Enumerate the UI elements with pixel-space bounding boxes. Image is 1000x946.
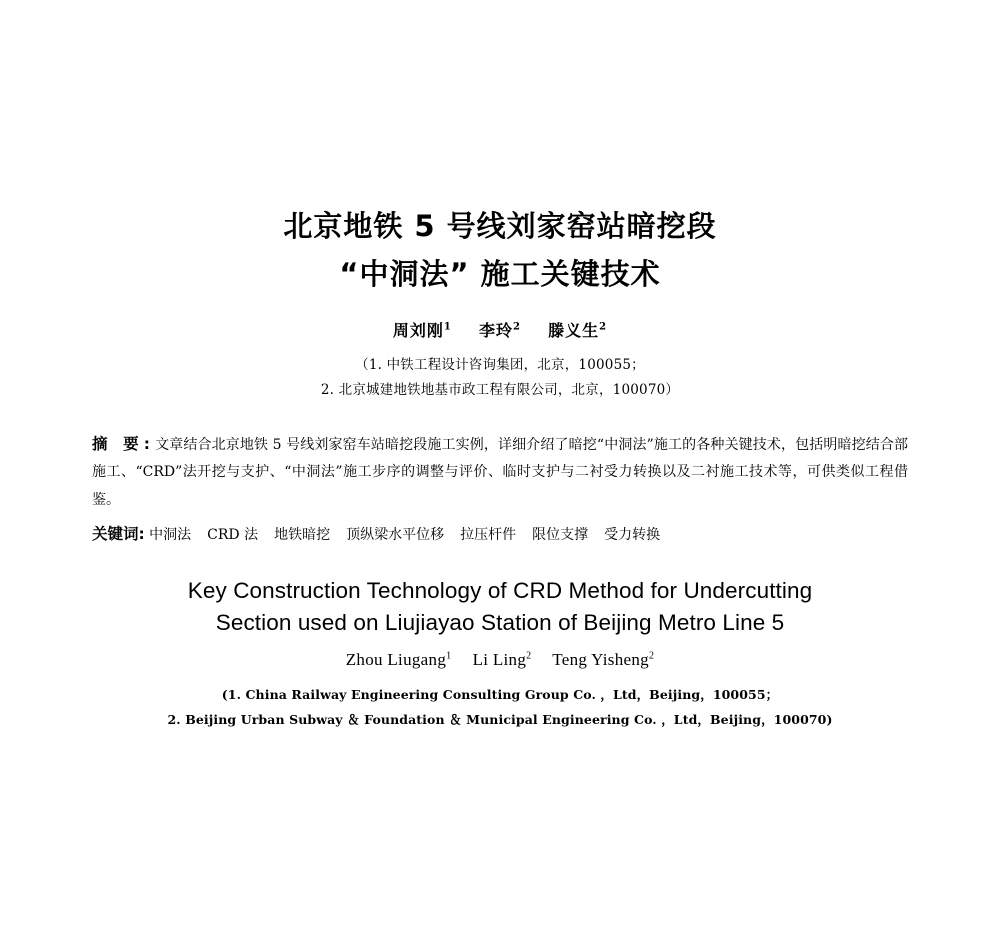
chinese-author-3-name: 滕义生 xyxy=(548,321,600,340)
english-title-line-2: Section used on Liujiayao Station of Beijing Metro Line 5 xyxy=(215,610,785,636)
chinese-author-1-name: 周刘刚 xyxy=(392,321,444,340)
keyword-item: 顶纵梁水平位移 xyxy=(346,526,445,543)
keyword-item: 地铁暗挖 xyxy=(274,526,331,543)
keyword-item: CRD 法 xyxy=(207,526,259,543)
chinese-title-line-2: “中洞法” 施工关键技术 xyxy=(339,256,661,291)
keyword-item: 受力转换 xyxy=(604,526,661,543)
chinese-affiliation-1: （1. 中铁工程设计咨询集团，北京，100055； xyxy=(355,357,645,373)
keywords-paragraph xyxy=(92,520,908,549)
english-author-3-name: Teng Yisheng xyxy=(552,650,649,670)
keyword-item: 中洞法 xyxy=(149,526,192,543)
keyword-item: 拉压杆件 xyxy=(460,526,517,543)
english-author-1-name: Zhou Liugang xyxy=(345,650,447,670)
paper-page xyxy=(0,205,1000,946)
chinese-title-line-1: 北京地铁 5 号线刘家窑站暗挖段 xyxy=(283,209,717,243)
chinese-author-1 xyxy=(393,321,452,340)
chinese-author-2 xyxy=(479,321,521,340)
chinese-title xyxy=(92,205,908,296)
abstract-text: 文章结合北京地铁 5 号线刘家窑车站暗挖段施工实例，详细介绍了暗挖“中洞法”施工的各种关键技术，包括明暗挖结合部施工、“CRD”法开挖与支护、“中洞法”施工步序的调整与评价、临时支护与二衬受力转换以及二衬施工技术等，可供类似工程借鉴。 xyxy=(92,436,908,508)
chinese-author-3 xyxy=(548,321,607,340)
abstract-label: 摘 要: xyxy=(92,434,155,453)
chinese-affiliations xyxy=(92,353,908,403)
english-author-3-affiliation-marker: 2 xyxy=(648,650,655,662)
keywords-label: 关键词: xyxy=(92,524,145,543)
english-author-1-affiliation-marker: 1 xyxy=(446,650,452,662)
english-author-3 xyxy=(552,650,654,669)
chinese-author-3-affiliation-marker: 2 xyxy=(599,321,608,333)
abstract-paragraph xyxy=(92,429,908,514)
english-author-1 xyxy=(346,650,452,669)
english-author-2-name: Li Ling xyxy=(472,650,527,670)
chinese-author-2-affiliation-marker: 2 xyxy=(513,321,521,333)
english-affiliations xyxy=(92,682,908,732)
chinese-author-list xyxy=(92,318,908,341)
keyword-item: 限位支撑 xyxy=(532,526,589,543)
chinese-affiliation-2: 2. 北京城建地铁地基市政工程有限公司，北京，100070） xyxy=(320,381,680,398)
english-author-list xyxy=(92,650,908,670)
english-title-line-1: Key Construction Technology of CRD Method for Undercutting xyxy=(187,578,813,604)
english-affiliation-1: (1. China Railway Engineering Consulting Group Co. ，Ltd，Beijing，100055； xyxy=(221,687,779,703)
chinese-author-1-affiliation-marker: 1 xyxy=(443,321,452,333)
chinese-author-2-name: 李玲 xyxy=(479,321,514,340)
english-author-2 xyxy=(473,650,532,669)
english-affiliation-2: 2. Beijing Urban Subway ＆ Foundation ＆ Municipal Engineering Co. ，Ltd，Beijing，100070) xyxy=(167,712,833,728)
english-author-2-affiliation-marker: 2 xyxy=(526,650,532,662)
english-title xyxy=(92,575,908,639)
